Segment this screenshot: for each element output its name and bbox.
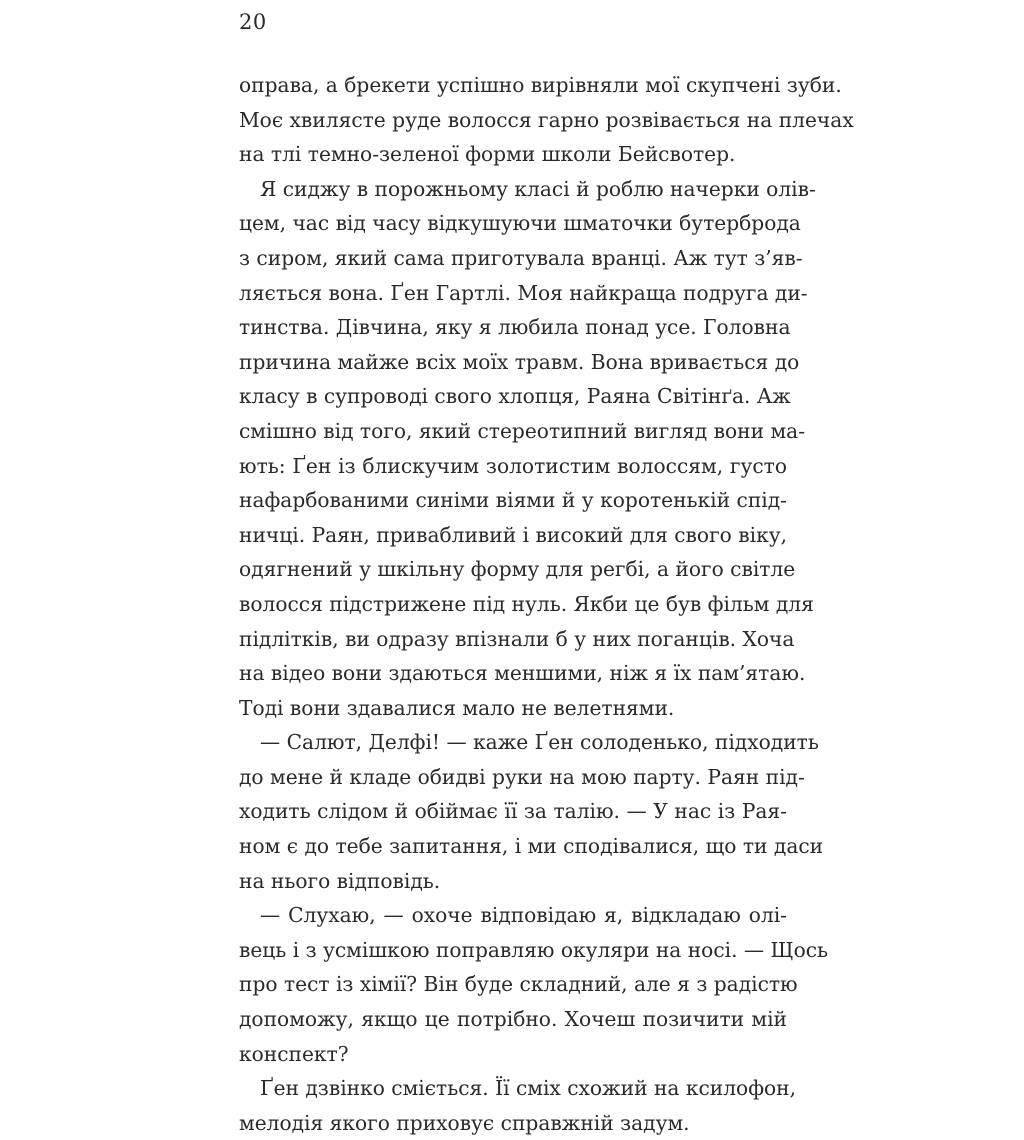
paragraph (239, 172, 816, 726)
text-line: ном є до тебе запитання, і ми сподівалися, що ти даси (239, 834, 824, 859)
text-line: смішно від того, який стереотипний вигляд вони ма- (239, 418, 806, 443)
page-body (239, 68, 854, 1140)
text-line: ють: Ґен із блискучим золотистим волоссям, густо (239, 453, 787, 478)
text-line: — Слухаю, — охоче відповідаю я, відкладаю олі- (260, 903, 787, 928)
text-line: з сиром, який сама приготувала вранці. Аж тут з’яв- (239, 245, 803, 270)
text-line: на нього відповідь. (239, 868, 441, 893)
text-line: класу в супроводі свого хлопця, Раяна Світінґа. Аж (239, 384, 791, 409)
text-line: одягнений у шкільну форму для регбі, а його світле (239, 557, 796, 582)
text-line: Моє хвилясте руде волосся гарно розвівається на плечах (239, 107, 854, 132)
text-line: волосся підстрижене під нуль. Якби це був фільм для (239, 591, 814, 616)
text-line: на тлі темно-зеленої форми школи Бейсвотер. (239, 142, 736, 167)
text-line: Ґен дзвінко сміється. Її сміх схожий на ксилофон, (260, 1076, 797, 1101)
text-line: ляється вона. Ґен Гартлі. Моя найкраща подруга ди- (239, 280, 808, 305)
text-line: мелодія якого приховує справжній задум. (239, 1110, 690, 1135)
text-line: ходить слідом й обіймає її за талію. — У нас із Рая- (239, 799, 787, 824)
text-line: до мене й кладе обидві руки на мою парту. Раян під- (239, 764, 805, 789)
text-line: причина майже всіх моїх травм. Вона вривається до (239, 349, 800, 374)
paragraph (239, 725, 824, 898)
text-line: конспект? (239, 1041, 349, 1066)
text-line: на відео вони здаються меншими, ніж я їх пам’ятаю. (239, 661, 806, 686)
page-number: 20 (239, 10, 267, 34)
paragraph (239, 898, 829, 1071)
paragraph (239, 68, 854, 172)
text-line: нафарбованими синіми віями й у коротенькій спід- (239, 488, 787, 513)
text-line: цем, час від часу відкушуючи шматочки бутерброда (239, 211, 801, 236)
text-line: Тоді вони здавалися мало не велетнями. (239, 695, 675, 720)
text-line: — Салют, Делфі! — каже Ґен солоденько, підходить (260, 730, 819, 755)
text-line: про тест із хімії? Він буде складний, але я з радістю (239, 972, 798, 997)
text-line: ничці. Раян, привабливий і високий для свого віку, (239, 522, 787, 547)
text-line: оправа, а брекети успішно вирівняли мої скупчені зуби. (239, 73, 842, 97)
text-line: тинства. Дівчина, яку я любила понад усе. Головна (239, 315, 791, 340)
text-line: допоможу, якщо це потрібно. Хочеш позичити мій (239, 1007, 787, 1032)
paragraph (239, 1071, 797, 1140)
text-line: Я сиджу в порожньому класі й роблю начерки олів- (260, 176, 816, 201)
text-line: підлітків, ви одразу впізнали б у них поганців. Хоча (239, 626, 795, 651)
text-line: вець і з усмішкою поправляю окуляри на носі. — Щось (239, 937, 829, 962)
